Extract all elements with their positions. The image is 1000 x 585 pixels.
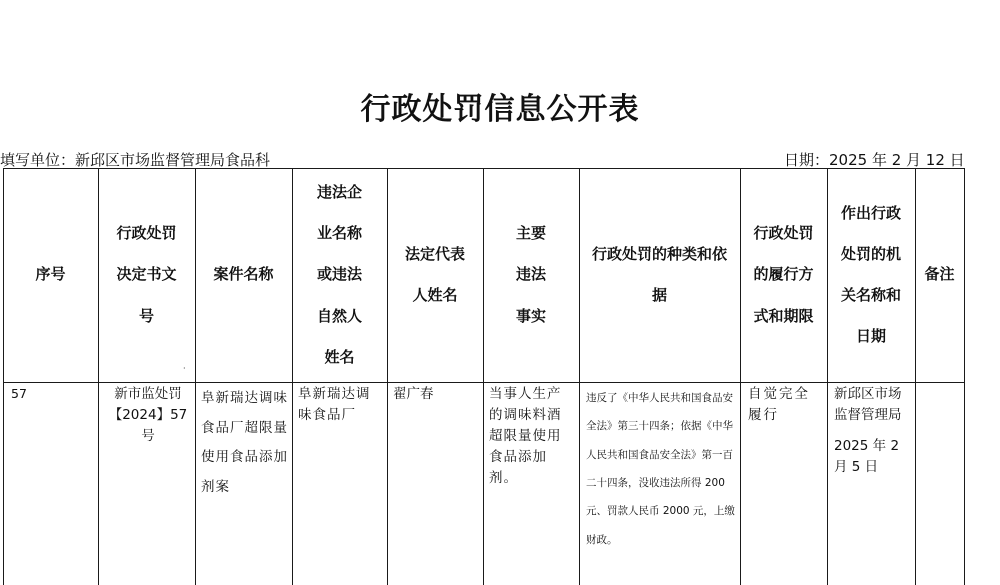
header-case-name: 案件名称 xyxy=(213,265,274,284)
header-remarks: 备注 xyxy=(924,265,955,284)
penalty-table xyxy=(3,168,965,585)
cell-facts: 当事人生产的调味料酒超限量使用食品添加剂。 xyxy=(489,386,562,486)
document-title: 行政处罚信息公开表 xyxy=(360,92,640,127)
cell-authority xyxy=(834,384,912,478)
header-seq: 序号 xyxy=(35,265,66,284)
cell-decision-no: 新市监处罚【2024】57 号 xyxy=(108,386,188,444)
col-border xyxy=(964,168,965,585)
scan-speck: · xyxy=(183,364,186,373)
cell-legal-rep: 翟广春 xyxy=(393,386,434,402)
cell-party: 阜新瑞达调味食品厂 xyxy=(298,386,371,423)
header-divider xyxy=(3,382,965,383)
header-legal-rep: 法定代表人姓名 xyxy=(405,244,466,304)
header-facts: 主要违法事实 xyxy=(515,224,546,325)
cell-execution: 自觉完全履行 xyxy=(748,386,810,423)
cell-case-name: 阜新瑞达调味食品厂超限量使用食品添加剂案 xyxy=(201,390,288,496)
fill-unit-text: 填写单位：新邱区市场监督管理局食品科 xyxy=(0,151,271,169)
cell-penalty: 违反了《中华人民共和国食品安全法》第三十四条；依据《中华人民共和国食品安全法》第一百二十四条，没收违法所得 200 元、罚款人民币 2000 元，上缴财政。 xyxy=(586,392,735,546)
header-execution: 行政处罚的履行方式和期限 xyxy=(753,224,814,325)
header-penalty: 行政处罚的种类和依据 xyxy=(591,244,727,304)
cell-seq: 57 xyxy=(11,386,27,401)
header-party: 违法企业名称或违法自然人姓名 xyxy=(316,182,362,366)
header-authority: 作出行政处罚的机关名称和日期 xyxy=(840,203,901,346)
authority-name: 新邱区市场监督管理局 xyxy=(834,386,902,423)
date-text: 日期：2025 年 2 月 12 日 xyxy=(784,151,965,169)
header-decision-no: 行政处罚决定书文号 xyxy=(116,224,177,325)
authority-date: 2025 年 2 月 5 日 xyxy=(834,437,900,475)
